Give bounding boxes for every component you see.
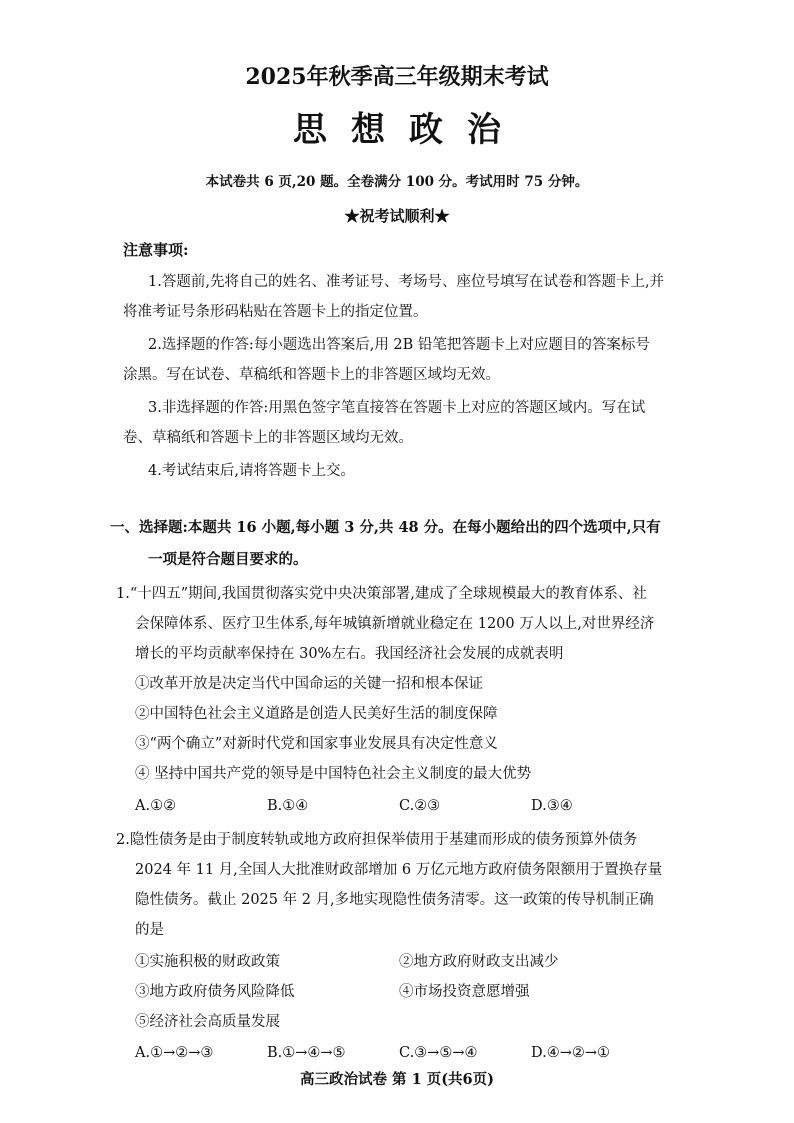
q2-item: ③地方政府债务风险降低 <box>135 984 295 1000</box>
page-footer: 高三政治试卷 第 1 页(共6页) <box>299 1071 495 1088</box>
good-luck-banner: ★祝考试顺利★ <box>344 207 450 225</box>
q1-stem-line: 会保障体系、医疗卫生体系,每年城镇新增就业稳定在 1200 万人以上,对世界经济 <box>135 616 655 632</box>
q2-stem-line: 2024 年 11 月,全国人大批准财政部增加 6 万亿元地方政府债务限额用于置换存量 <box>135 862 663 878</box>
q1-item: ①改革开放是决定当代中国命运的关键一招和根本保证 <box>135 676 483 692</box>
section-heading-cont: 一项是符合题目要求的。 <box>148 551 308 568</box>
q2-stem-line: 2.隐性债务是由于制度转轨或地方政府担保举债用于基建而形成的债务预算外债务 <box>116 832 638 848</box>
q2-option-d: D.④→②→① <box>531 1045 611 1061</box>
q2-item: ⑤经济社会高质量发展 <box>135 1014 280 1030</box>
exam-info: 本试卷共 6 页,20 题。全卷满分 100 分。考试用时 75 分钟。 <box>205 174 589 190</box>
q2-item-row <box>135 1012 399 1032</box>
note-line: 3.非选择题的作答:用黑色签字笔直接答在答题卡上对应的答题区域内。写在试 <box>148 400 646 416</box>
q2-option-c: C.③→⑤→④ <box>399 1045 478 1061</box>
q1-item: ②中国特色社会主义道路是创造人民美好生活的制度保障 <box>135 706 498 722</box>
section-heading: 一、选择题:本题共 16 小题,每小题 3 分,共 48 分。在每小题给出的四个选项中,只有 <box>110 519 661 536</box>
note-line: 1.答题前,先将自己的姓名、准考证号、考场号、座位号填写在试卷和答题卡上,并 <box>148 274 665 290</box>
q2-item: ④市场投资意愿增强 <box>399 984 530 1000</box>
q2-option-b: B.①→④→⑤ <box>267 1045 346 1061</box>
q1-option-b: B.①④ <box>267 798 309 814</box>
q1-item: ④ 坚持中国共产党的领导是中国特色社会主义制度的最大优势 <box>135 766 532 782</box>
note-line: 4.考试结束后,请将答题卡上交。 <box>148 463 355 479</box>
q1-option-c: C.②③ <box>399 798 441 814</box>
q1-stem-line: 1.“十四五”期间,我国贯彻落实党中央决策部署,建成了全球规模最大的教育体系、社 <box>116 586 647 602</box>
note-line: 将准考证号条形码粘贴在答题卡上的指定位置。 <box>123 304 428 320</box>
q1-stem-line: 增长的平均贡献率保持在 30%左右。我国经济社会发展的成就表明 <box>135 646 564 662</box>
q2-stem-line: 的是 <box>135 922 164 938</box>
q1-item: ③“两个确立”对新时代党和国家事业发展具有决定性意义 <box>135 736 498 752</box>
q2-item: ②地方政府财政支出减少 <box>399 954 559 970</box>
subject-title: 思想政治 <box>293 110 525 150</box>
q2-item-row <box>135 982 663 1002</box>
q1-option-a: A.①② <box>135 798 177 814</box>
note-line: 2.选择题的作答:每小题选出答案后,用 2B 铅笔把答题卡上对应题目的答案标号 <box>148 337 650 353</box>
q2-option-a: A.①→②→③ <box>135 1045 214 1061</box>
note-line: 涂黑。写在试卷、草稿纸和答题卡上的非答题区域均无效。 <box>123 367 500 383</box>
notes-heading: 注意事项: <box>123 241 189 259</box>
q2-options <box>135 1043 663 1063</box>
q1-options <box>135 796 663 816</box>
q1-option-d: D.③④ <box>531 798 573 814</box>
exam-title: 2025年秋季高三年级期末考试 <box>245 64 549 90</box>
note-line: 卷、草稿纸和答题卡上的非答题区域均无效。 <box>123 430 413 446</box>
q2-stem-line: 隐性债务。截止 2025 年 2 月,多地实现隐性债务清零。这一政策的传导机制正确 <box>135 892 654 908</box>
q2-item-row <box>135 952 663 972</box>
q2-item: ①实施积极的财政政策 <box>135 954 280 970</box>
